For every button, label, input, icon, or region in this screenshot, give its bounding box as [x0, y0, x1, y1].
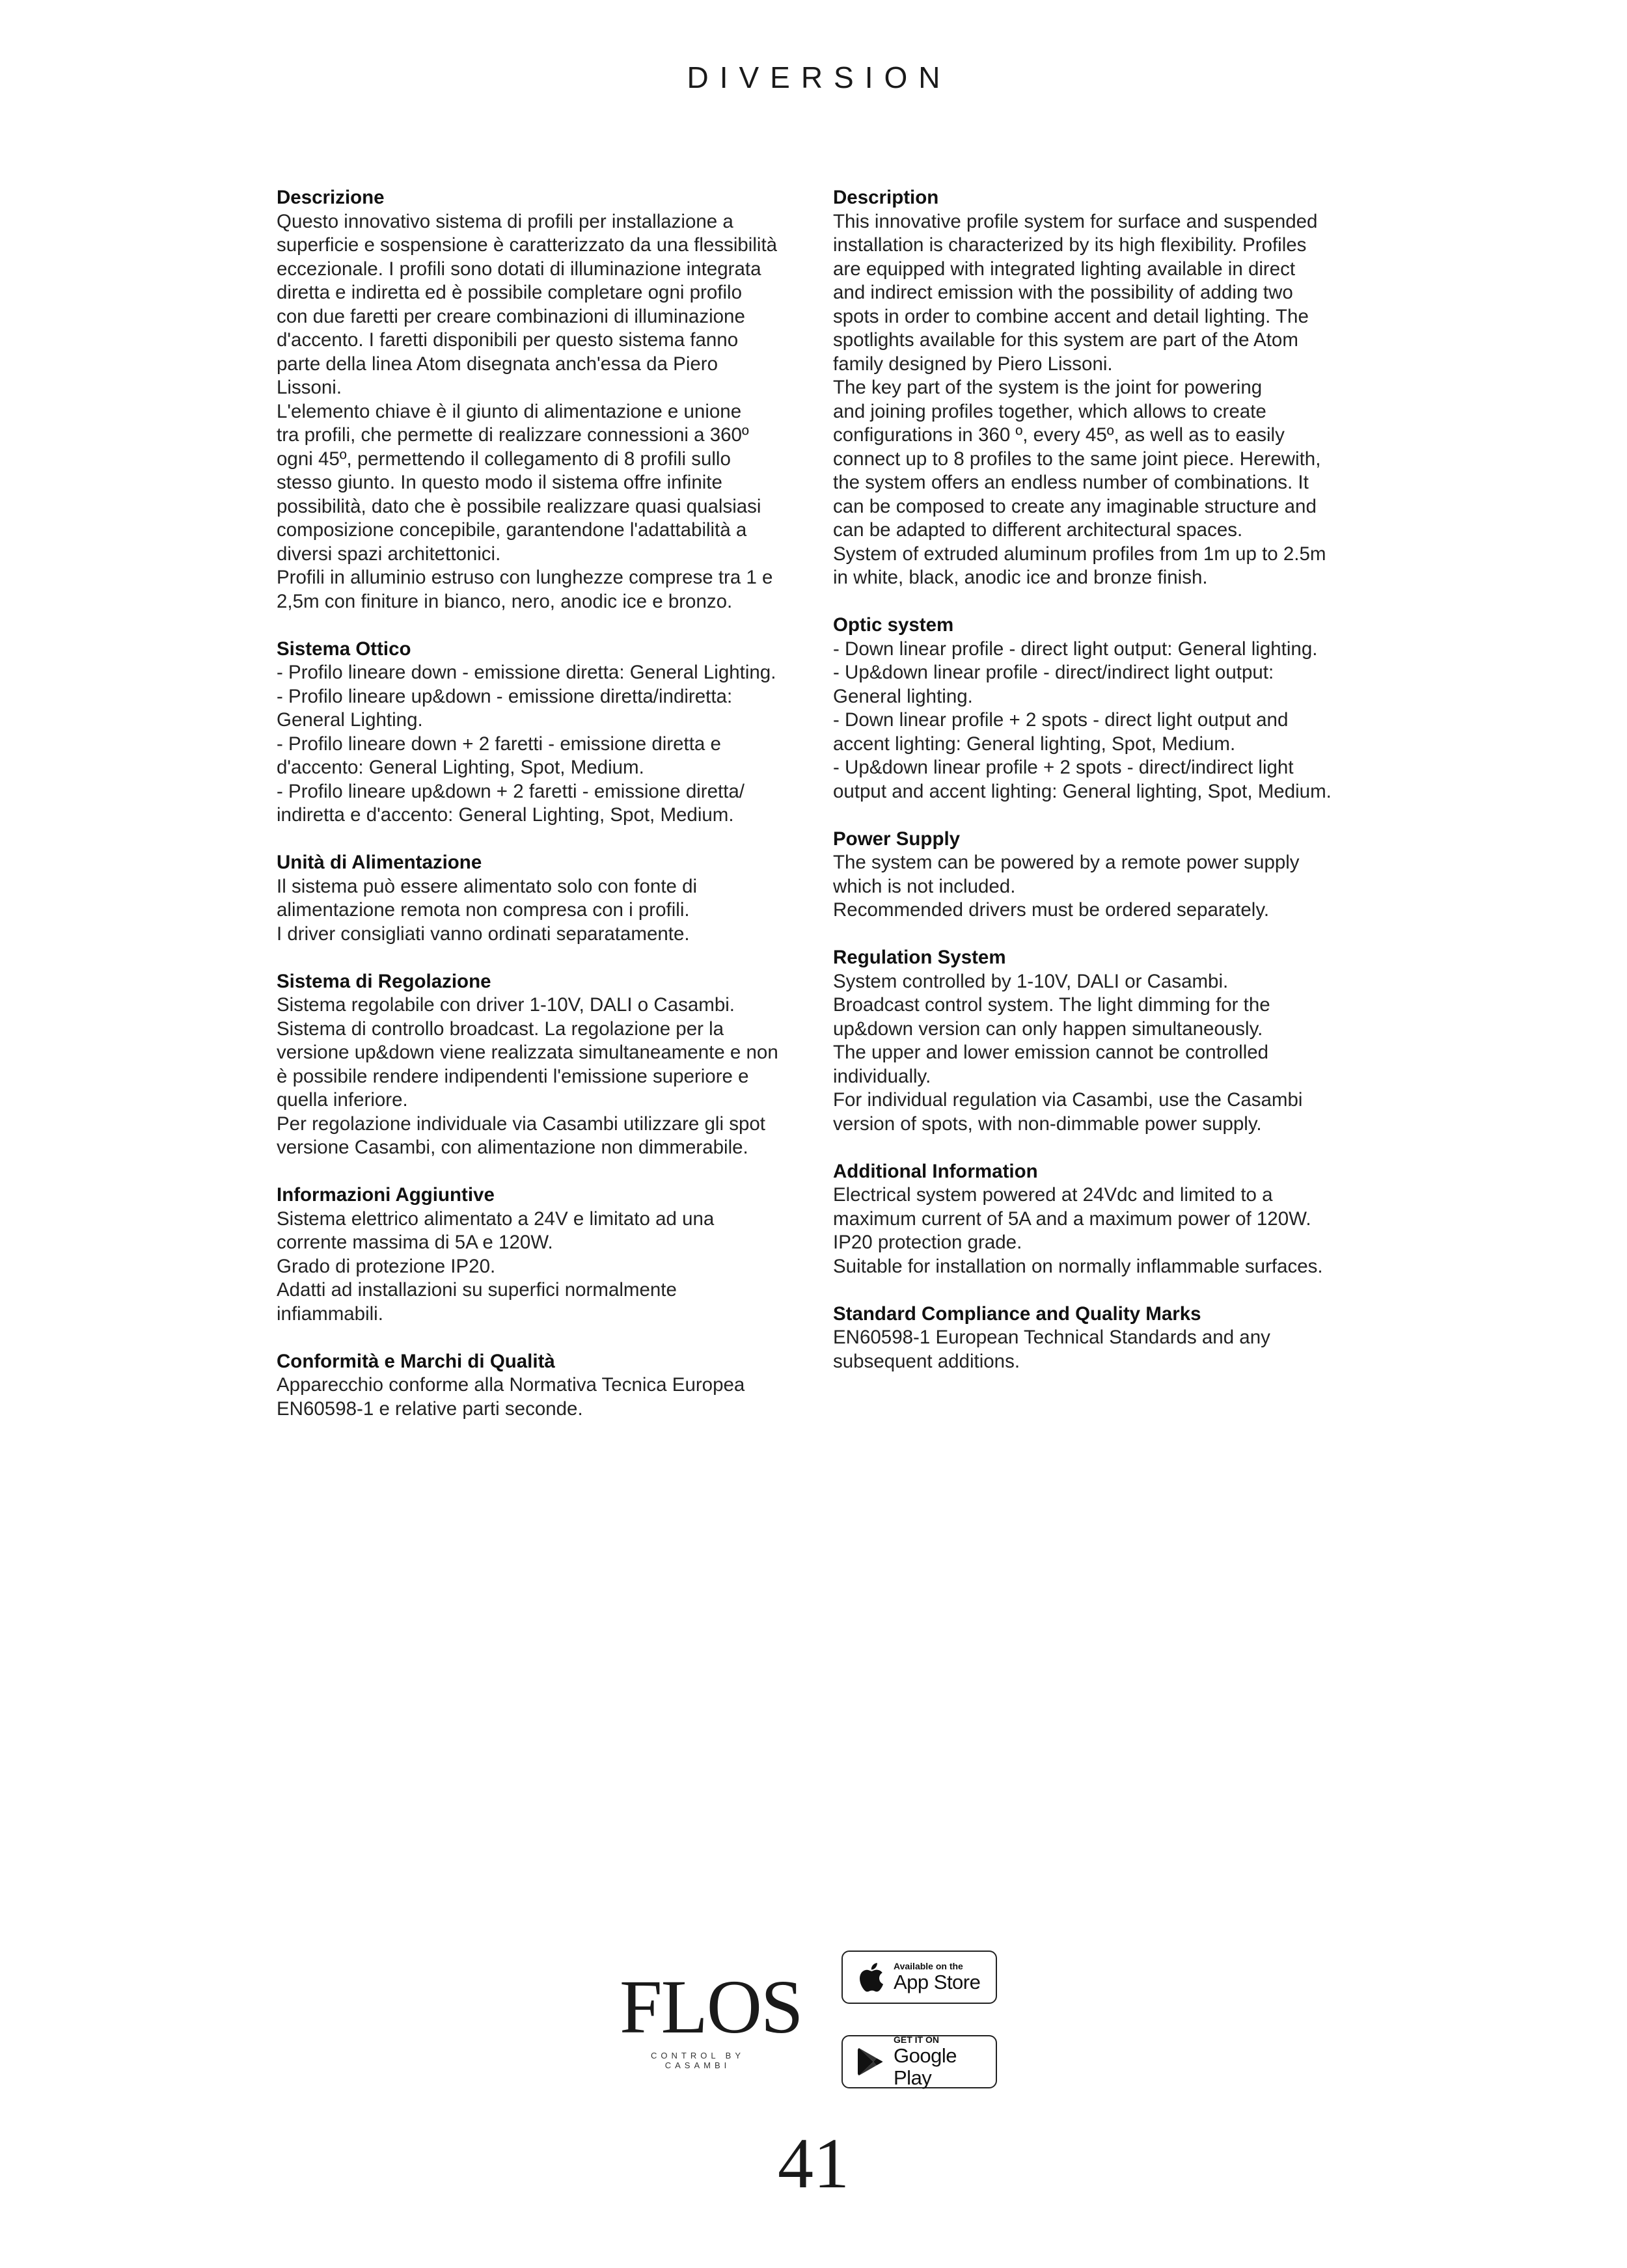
section-descrizione — [277, 186, 797, 614]
section-standard-compliance — [833, 1303, 1373, 1374]
app-store-large-label: App Store — [894, 1971, 981, 1993]
section-optic-system — [833, 614, 1373, 803]
english-column — [833, 186, 1373, 1397]
section-body: Questo innovativo sistema di profili per installazione a superficie e sospensione è caratterizzato da una flessibilità eccezionale. I profili sono dotati di illuminazione integrata diretta e indiretta ed è possibile completare ogni profilo con due faretti per creare combinazioni di illuminazione d'accento. I faretti disponibili per questo sistema fanno parte della linea Atom disegnata anch'essa da Piero Lissoni. L'elemento chiave è il giunto di alimentazione e unione tra profili, che permette di realizzare connessioni a 360º ogni 45º, permettendo il collegamento di 8 profili sullo stesso giunto. In questo modo il sistema offre infinite possibilità, dato che è possibile realizzare quasi qualsiasi composizione concepibile, garantendone l'adattabilità a diversi spazi architettonici. Profili in alluminio estruso con lunghezze comprese tra 1 e 2,5m con finiture in bianco, nero, anodic ice e bronzo. — [277, 210, 778, 612]
google-play-large-label: Google Play — [894, 2044, 957, 2089]
section-conformita — [277, 1350, 797, 1422]
section-body: - Down linear profile - direct light output: General lighting. - Up&down linear profile - direct/indirect light output: General lighting. - Down linear profile + 2 spots - direct light output and accent lighting: General lighting, Spot, Medium. - Up&down linear profile + 2 spots - direct/indirect light output and accent lighting: General lighting, Spot, Medium. — [833, 638, 1332, 802]
google-play-small-label: GET IT ON — [894, 2034, 939, 2045]
section-sistema-ottico — [277, 638, 797, 828]
section-body: System controlled by 1-10V, DALI or Casambi. Broadcast control system. The light dimming for the up&down version can only happen simultaneously. The upper and lower emission cannot be controlled individually. For individual regulation via Casambi, use the Casambi version of spots, with non-dimmable power supply. — [833, 970, 1303, 1135]
section-heading: Descrizione — [277, 187, 385, 208]
section-heading: Additional Information — [833, 1160, 1038, 1182]
section-heading: Regulation System — [833, 947, 1006, 968]
section-heading: Informazioni Aggiuntive — [277, 1184, 495, 1206]
app-store-small-label: Available on the — [894, 1961, 963, 1971]
page-title: DIVERSION — [687, 61, 951, 94]
section-body: Apparecchio conforme alla Normativa Tecnica Europea EN60598-1 e relative parti seconde. — [277, 1374, 745, 1420]
section-regulation-system — [833, 946, 1373, 1136]
section-body: The system can be powered by a remote power supply which is not included. Recommended drivers must be ordered separately. — [833, 852, 1300, 921]
section-body: EN60598-1 European Technical Standards and any subsequent additions. — [833, 1327, 1270, 1372]
section-power-supply — [833, 828, 1373, 923]
section-heading: Sistema Ottico — [277, 638, 411, 660]
section-body: Electrical system powered at 24Vdc and limited to a maximum current of 5A and a maximum power of 120W. IP20 protection grade. Suitable for installation on normally inflammable surfaces. — [833, 1184, 1323, 1277]
section-heading: Sistema di Regolazione — [277, 970, 491, 992]
section-body: - Profilo lineare down - emissione diretta: General Lighting. - Profilo lineare up&down - emissione diretta/indiretta: General Lighting. - Profilo lineare down + 2 faretti - emissione diretta e d'accento: General Lighting, Spot, Medium. - Profilo lineare up&down + 2 faretti - emissione diretta/ indiretta e d'accento: General Lighting, Spot, Medium. — [277, 662, 776, 826]
google-play-icon — [853, 2044, 888, 2079]
section-heading: Power Supply — [833, 828, 961, 850]
section-description — [833, 186, 1373, 590]
section-heading: Unità di Alimentazione — [277, 852, 482, 873]
flos-logo-subtitle: CONTROL BY CASAMBI — [650, 2051, 745, 2070]
flos-logo: FLOS — [620, 1964, 802, 2049]
section-sistema-di-regolazione — [277, 970, 797, 1160]
section-heading: Conformità e Marchi di Qualità — [277, 1350, 555, 1372]
section-heading: Standard Compliance and Quality Marks — [833, 1303, 1201, 1325]
section-body: Il sistema può essere alimentato solo con fonte di alimentazione remota non compresa con i profili. I driver consigliati vanno ordinati separatamente. — [277, 875, 698, 945]
section-heading: Description — [833, 187, 939, 208]
section-unita-di-alimentazione — [277, 851, 797, 946]
section-heading: Optic system — [833, 614, 954, 636]
italian-column — [277, 186, 797, 1445]
page-number: 41 — [778, 2124, 849, 2203]
flos-logo-block — [620, 1964, 802, 2070]
section-informazioni-aggiuntive — [277, 1183, 797, 1326]
section-body: Sistema regolabile con driver 1-10V, DALI o Casambi. Sistema di controllo broadcast. La regolazione per la versione up&down viene realizzata simultaneamente e non è possibile rendere indipendenti l'emissione superiore e quella inferiore. Per regolazione individuale via Casambi utilizzare gli spot versione Casambi, con alimentazione non dimmerabile. — [277, 994, 778, 1158]
apple-icon — [853, 1960, 888, 1995]
google-play-badge[interactable] — [841, 2035, 997, 2088]
section-body: This innovative profile system for surface and suspended installation is characterized by its high flexibility. Profiles are equipped with integrated lighting available in direct and indirect emission with the possibility of adding two spots in order to combine accent and detail lighting. The spotlights available for this system are part of the Atom family designed by Piero Lissoni. The key part of the system is the joint for powering and joining profiles together, which allows to create configurations in 360 º, every 45º, as well as to easily connect up to 8 profiles to the same joint piece. Herewith, the system offers an endless number of combinations. It can be composed to create any imaginable structure and can be adapted to different architectural spaces. System of extruded aluminum profiles from 1m up to 2.5m in white, black, anodic ice and bronze finish. — [833, 210, 1326, 588]
app-store-badge[interactable] — [841, 1951, 997, 2004]
section-additional-information — [833, 1160, 1373, 1279]
section-body: Sistema elettrico alimentato a 24V e limitato ad una corrente massima di 5A e 120W. Grado di protezione IP20. Adatti ad installazioni su superfici normalmente infiammabili. — [277, 1208, 715, 1325]
